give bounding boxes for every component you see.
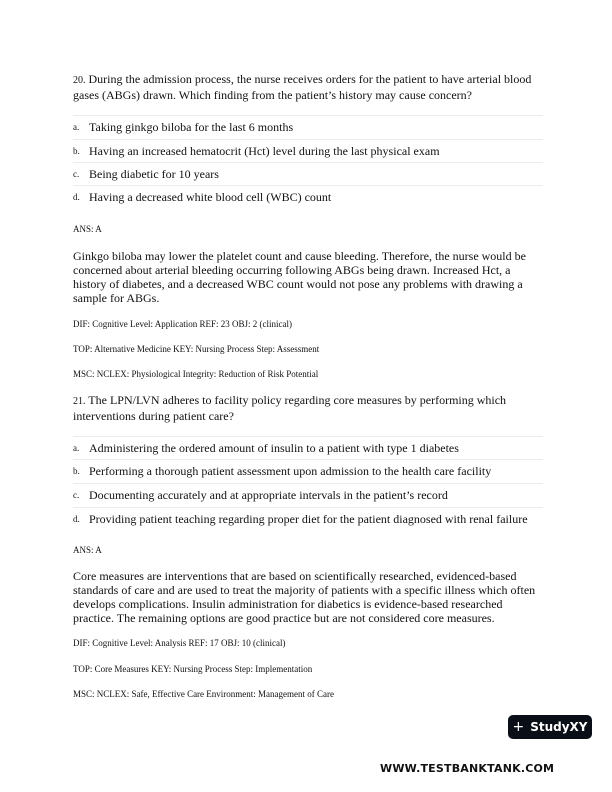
option-c	[73, 483, 543, 507]
option-c	[73, 162, 543, 186]
question-number: 20.	[73, 75, 86, 86]
question-21-stem	[73, 393, 545, 424]
option-d	[73, 507, 543, 531]
plus-icon: +	[512, 719, 525, 735]
option-b	[73, 459, 543, 483]
option-a	[73, 436, 543, 460]
topic-info: TOP: Core Measures KEY: Nursing Process Step: Implementation	[73, 664, 313, 674]
option-d	[73, 185, 543, 209]
option-text: Performing a thorough patient assessment upon admission to the health care facility	[89, 464, 492, 478]
option-letter: d.	[73, 514, 80, 524]
option-text: Having an increased hematocrit (Hct) level during the last physical exam	[89, 144, 440, 158]
option-letter: b.	[73, 146, 80, 156]
question-20-stem	[73, 72, 545, 103]
option-letter: a.	[73, 443, 80, 453]
rationale: Core measures are interventions that are based on scientifically researched, evidenced-based standards of care and are used to treat the majority of patients with a specific illness which often develops complications. Insulin administration for diabetics is evidence-based researched practice. The remaining options are good practice but are not considered core measures.	[73, 569, 536, 625]
option-text: Providing patient teaching regarding proper diet for the patient diagnosed with renal failure	[89, 512, 528, 526]
answer-key: ANS: A	[73, 224, 102, 234]
option-letter: c.	[73, 169, 80, 179]
question-number: 21.	[73, 396, 86, 407]
msc-info: MSC: NCLEX: Physiological Integrity: Reduction of Risk Potential	[73, 369, 319, 379]
badge-label: StudyXY	[530, 720, 588, 734]
option-text: Being diabetic for 10 years	[89, 167, 219, 181]
difficulty-info: DIF: Cognitive Level: Analysis REF: 17 OBJ: 10 (clinical)	[73, 638, 286, 648]
option-text: Documenting accurately and at appropriate intervals in the patient’s record	[89, 488, 448, 502]
option-text: Taking ginkgo biloba for the last 6 months	[89, 120, 294, 134]
topic-info: TOP: Alternative Medicine KEY: Nursing Process Step: Assessment	[73, 344, 320, 354]
option-letter: a.	[73, 122, 80, 132]
option-letter: b.	[73, 466, 80, 476]
option-letter: d.	[73, 192, 80, 202]
option-text: Having a decreased white blood cell (WBC) count	[89, 190, 332, 204]
difficulty-info: DIF: Cognitive Level: Application REF: 23 OBJ: 2 (clinical)	[73, 319, 292, 329]
option-a	[73, 115, 543, 139]
option-letter: c.	[73, 490, 80, 500]
option-b	[73, 139, 543, 163]
answer-key: ANS: A	[73, 545, 102, 555]
studyxy-badge[interactable]	[508, 715, 592, 739]
option-text: Administering the ordered amount of insulin to a patient with type 1 diabetes	[89, 441, 459, 455]
rationale: Ginkgo biloba may lower the platelet count and cause bleeding. Therefore, the nurse would be concerned about arterial bleeding occurring following ABGs being drawn. Increased Hct, a history of diabetes, and a decreased WBC count would not pose any problems with drawing a sample for ABGs.	[73, 249, 526, 305]
question-text: During the admission process, the nurse receives orders for the patient to have arterial blood gases (ABGs) drawn. Which finding from the patient’s history may cause concern?	[73, 72, 532, 102]
msc-info: MSC: NCLEX: Safe, Effective Care Environment: Management of Care	[73, 689, 335, 699]
question-text: The LPN/LVN adheres to facility policy regarding core measures by performing which interventions during patient care?	[73, 393, 507, 423]
footer-url[interactable]: WWW.TESTBANKTANK.COM	[380, 762, 555, 775]
